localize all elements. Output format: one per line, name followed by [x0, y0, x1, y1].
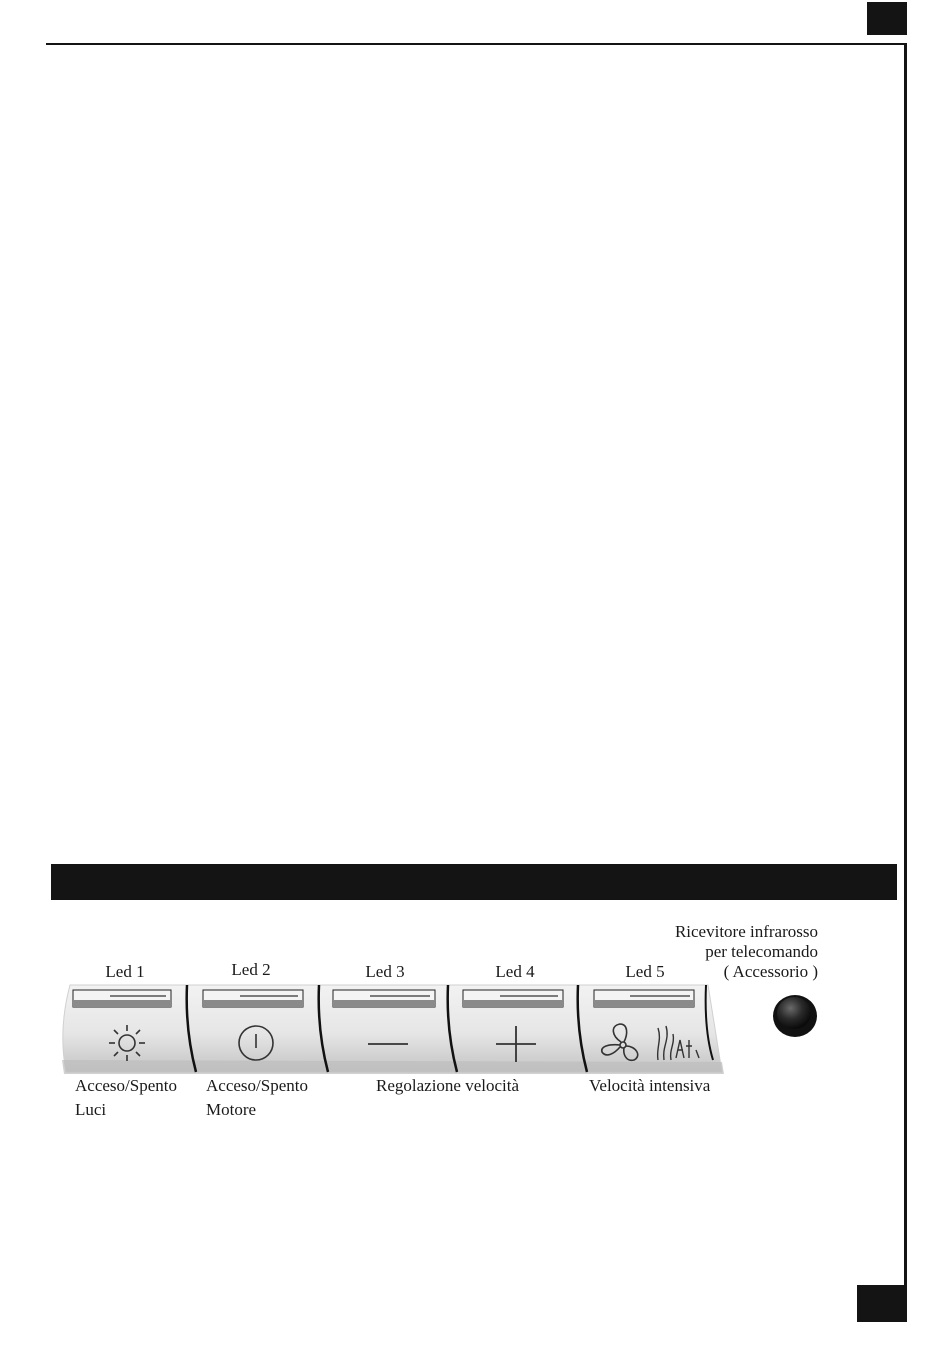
panel-shadow [62, 1060, 724, 1074]
receiver-label-line-1: Ricevitore infrarosso [674, 922, 818, 941]
led-2-label: Led 2 [231, 960, 271, 979]
led-1-label: Led 1 [105, 962, 145, 981]
ir-receiver-icon [773, 995, 817, 1037]
caption-motore-line-2: Motore [206, 1100, 257, 1119]
receiver-label-line-3: ( Accessorio ) [723, 962, 818, 981]
caption-luci-line-1: Acceso/Spento [75, 1076, 177, 1095]
led-3-label: Led 3 [365, 962, 405, 981]
led-strip-4 [463, 990, 563, 1007]
led-strip-1 [73, 990, 171, 1007]
caption-intensiva: Velocità intensiva [589, 1076, 711, 1095]
led-strip-3 [333, 990, 435, 1007]
led-strip-2 [203, 990, 303, 1007]
caption-motore-line-1: Acceso/Spento [206, 1076, 308, 1095]
led-5-label: Led 5 [625, 962, 665, 981]
receiver-label-line-2: per telecomando [705, 942, 818, 961]
corner-block-bottom [857, 1285, 907, 1322]
led-4-label: Led 4 [495, 962, 535, 981]
caption-velocita: Regolazione velocità [376, 1076, 520, 1095]
caption-luci-line-2: Luci [75, 1100, 107, 1119]
led-strip-5 [594, 990, 694, 1007]
